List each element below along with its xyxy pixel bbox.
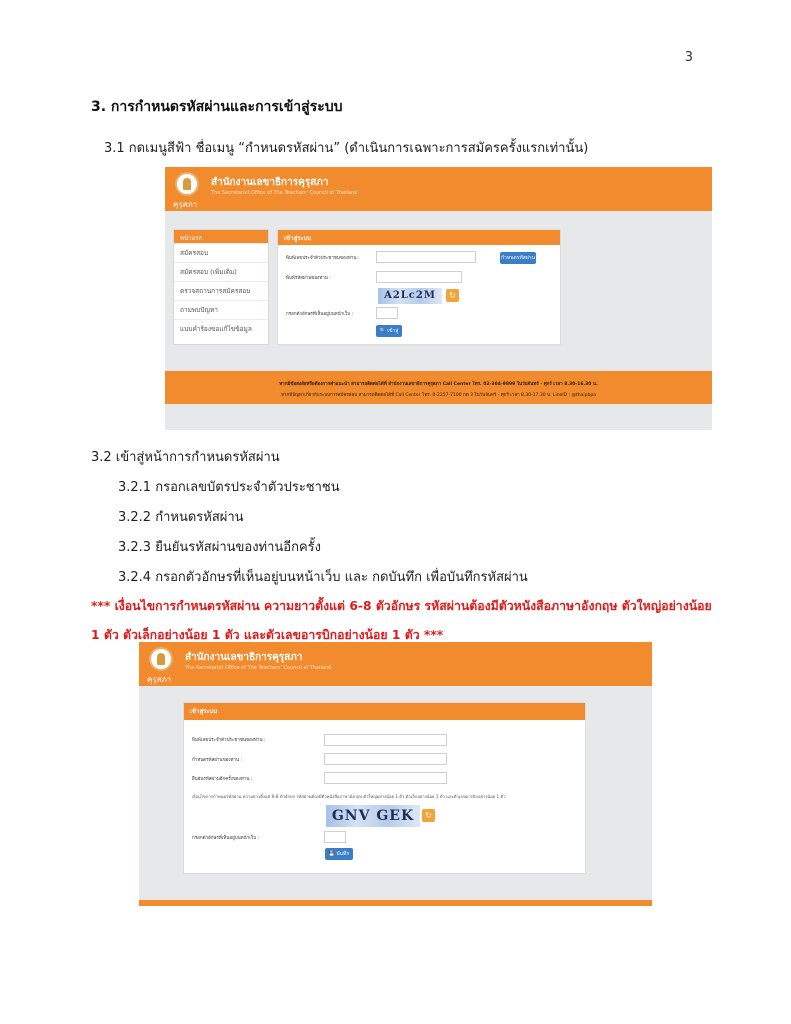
site-subtitle: The Secretariat Office of The Teachers' Council of Thailand bbox=[185, 665, 332, 671]
footer-contact-line: หากมีข้อสงสัยหรือต้องการคำแนะนำ สามารถติดต่อได้ที่ สำนักงานเลขาธิการคุรุสภา Call Center โทร. 02-304-9899 ในวันจันทร์ - ศุกร์ เวลา 8.30-16.30 น. bbox=[279, 382, 598, 387]
footer-support-line: หากมีปัญหาเกี่ยวกับระบบการสมัครสอบ สามารถติดต่อได้ที่ Call Center โทร. 0-2257-7100 กด 3 ในวันจันทร์ - ศุกร์ เวลา 8.30-17.30 น. LineID : @thaipbpa bbox=[281, 393, 596, 398]
substep-3-2-2: 3.2.2 กำหนดรหัสผ่าน bbox=[118, 510, 244, 525]
menu-item-apply-extra[interactable]: สมัครสอบ (เพิ่มเติม) bbox=[174, 262, 268, 281]
refresh-captcha-icon[interactable]: ↻ bbox=[422, 809, 435, 822]
set-password-panel-title: เข้าสู่ระบบ bbox=[184, 703, 585, 720]
captcha-image: A2Lc2M bbox=[378, 288, 442, 304]
password-rule-note: เงื่อนไขการกำหนดรหัสผ่าน ความยาวตั้งแต่ 6-8 ตัวอักษร รหัสผ่านต้องมีตัวหนังสือภาษาอังกฤษ ตัวใหญ่อย่างน้อย 1 ตัว ตัวเล็กอย่างน้อย 1 ตัว และตัวเลขอารบิกอย่างน้อย 1 ตัว bbox=[192, 794, 506, 799]
confirm-password-label: ยืนยันรหัสผ่านอีกครั้งของท่าน : bbox=[192, 777, 253, 782]
substep-3-2-4: 3.2.4 กรอกตัวอักษรที่เห็นอยู่บนหน้าเว็บ และ กดบันทึก เพื่อบันทึกรหัสผ่าน bbox=[118, 570, 528, 585]
site-title: สำนักงานเลขาธิการคุรุสภา bbox=[211, 177, 329, 188]
site-subtitle: The Secretariat Office of The Teachers' Council of Thailand bbox=[211, 190, 358, 196]
id-input[interactable] bbox=[376, 251, 476, 263]
site-header bbox=[139, 642, 652, 686]
council-logo bbox=[149, 647, 173, 671]
side-menu bbox=[173, 229, 269, 345]
captcha-input[interactable] bbox=[376, 307, 398, 319]
menu-item-check-status[interactable]: ตรวจสถานการสมัครสอบ bbox=[174, 281, 268, 300]
logo-text: คุรุสภา bbox=[173, 200, 198, 209]
site-header bbox=[165, 167, 712, 211]
site-title: สำนักงานเลขาธิการคุรุสภา bbox=[185, 652, 303, 663]
id-label: พิมพ์เลขประจำตัวประชาชนของท่าน : bbox=[192, 738, 266, 743]
substep-3-2-1: 3.2.1 กรอกเลขบัตรประจำตัวประชาชน bbox=[118, 480, 340, 495]
login-panel-title: เข้าสู่ระบบ bbox=[278, 230, 560, 245]
logo-text: คุรุสภา bbox=[147, 675, 172, 684]
login-panel bbox=[277, 229, 561, 345]
captcha-label: กรอกตัวอักษรที่เห็นอยู่บนหน้าเว็บ : bbox=[286, 312, 354, 317]
section-heading: 3. การกำหนดรหัสผ่านและการเข้าสู่ระบบ bbox=[91, 99, 343, 115]
password-rule-warning-line1: *** เงื่อนไขการกำหนดรหัสผ่าน ความยาวตั้งแต่ 6-8 ตัวอักษร รหัสผ่านต้องมีตัวหนังสือภาษาอังกฤษ ตัวใหญ่อย่างน้อย bbox=[91, 599, 712, 613]
menu-item-edit-request[interactable]: แบบคำร้องขอแก้ไขข้อมูล bbox=[174, 319, 268, 338]
confirm-password-input[interactable] bbox=[324, 772, 447, 784]
step-3-2: 3.2 เข้าสู่หน้าการกำหนดรหัสผ่าน bbox=[91, 450, 280, 465]
captcha-label: กรอกตัวอักษรที่เห็นอยู่บนหน้าเว็บ : bbox=[192, 836, 260, 841]
new-password-input[interactable] bbox=[324, 753, 447, 765]
password-label: พิมพ์รหัสผ่านของท่าน : bbox=[286, 276, 331, 281]
captcha-image: GNV GEK bbox=[326, 805, 420, 827]
set-password-button[interactable]: กำหนดรหัสผ่าน bbox=[500, 252, 536, 264]
step-3-1: 3.1 กดเมนูสีฟ้า ชื่อเมนู “กำหนดรหัสผ่าน” (ดำเนินการเฉพาะการสมัครครั้งแรกเท่านั้น) bbox=[104, 141, 589, 156]
password-rule-warning-line2: 1 ตัว ตัวเล็กอย่างน้อย 1 ตัว และตัวเลขอารบิกอย่างน้อย 1 ตัว *** bbox=[91, 628, 444, 642]
council-logo bbox=[175, 172, 199, 196]
refresh-captcha-icon[interactable]: ↻ bbox=[446, 289, 459, 302]
page-number: 3 bbox=[684, 50, 693, 65]
set-password-panel bbox=[183, 702, 586, 874]
id-input[interactable] bbox=[324, 734, 447, 746]
new-password-label: กำหนดรหัสผ่านของท่าน : bbox=[192, 758, 243, 763]
menu-item-home[interactable]: หน้าแรก bbox=[174, 230, 268, 243]
login-page-screenshot bbox=[165, 167, 712, 430]
login-button[interactable]: 🔍 เข้าสู่ระบบ bbox=[376, 325, 402, 337]
id-label: พิมพ์เลขประจำตัวประชาชนของท่าน : bbox=[286, 256, 360, 261]
site-footer bbox=[165, 371, 712, 404]
set-password-screenshot bbox=[139, 642, 652, 906]
captcha-input[interactable] bbox=[324, 831, 346, 843]
footer-bar bbox=[139, 900, 652, 906]
save-button[interactable]: 💾 บันทึก bbox=[325, 848, 353, 860]
menu-item-faq[interactable]: ถามพบปัญหา bbox=[174, 300, 268, 319]
password-input[interactable] bbox=[376, 271, 462, 283]
menu-item-apply[interactable]: สมัครสอบ bbox=[174, 243, 268, 262]
login-button-label: เข้าสู่ระบบ bbox=[383, 328, 399, 346]
save-button-label: บันทึก bbox=[336, 851, 350, 857]
substep-3-2-3: 3.2.3 ยืนยันรหัสผ่านของท่านอีกครั้ง bbox=[118, 540, 322, 555]
